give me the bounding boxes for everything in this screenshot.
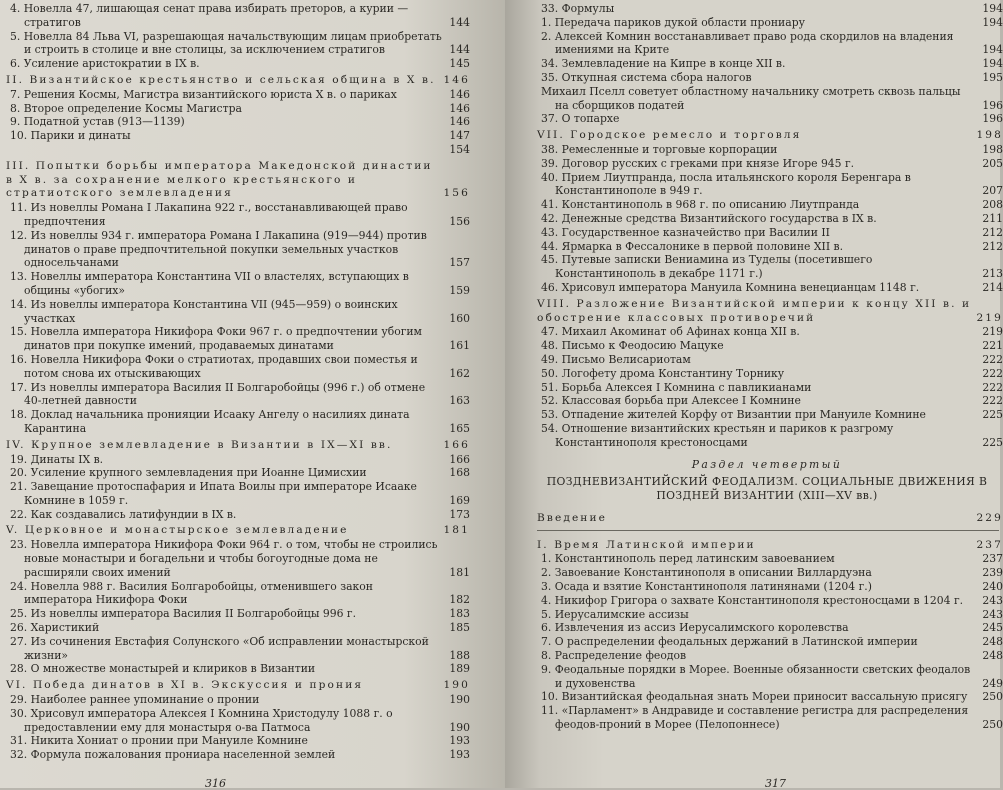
toc-entry-text: Михаил Пселл советует областному начальнику смотреть сквозь пальцы на сборщиков податей — [541, 84, 961, 112]
toc-entry-page: 245 — [982, 621, 1003, 635]
toc-entry-page: 190 — [449, 720, 470, 734]
toc-entry[interactable] — [531, 85, 1003, 113]
toc-entry[interactable] — [531, 16, 1003, 30]
toc-entry[interactable] — [531, 594, 1003, 608]
toc-entry[interactable] — [0, 662, 470, 676]
toc-entry-text: 5. Новелла 84 Льва VI, разрешающая начальствующим лицам приобретать и строить в столице и вне столицы, за исключением стратигов — [10, 29, 442, 57]
toc-entry-text: 4. Новелла 47, лишающая сенат права избирать преторов, а курии — стратигов — [10, 2, 409, 29]
toc-entry-text: 25. Из новеллы императора Василия II Болгаробойцы 996 г. — [10, 607, 356, 621]
toc-entry-text: 52. Классовая борьба при Алексее I Комнине — [541, 394, 801, 408]
toc-entry-text: 1. Константинополь перед латинским завоеванием — [541, 552, 835, 566]
toc-entry-text: 23. Новелла императора Никифора Фоки 964 г. о том, чтобы не строились новые монастыри и богадельни и чтобы богоугодные дома не расширяли своих имений — [10, 538, 438, 579]
toc-entry-page: 219 — [982, 325, 1003, 339]
toc-entry-text: 1. Передача париков дукой области прониару — [541, 15, 805, 29]
toc-entry[interactable] — [531, 253, 1003, 281]
toc-entry-text: 9. Феодальные порядки в Морее. Военные обязанности светских феодалов и духовенства — [541, 662, 971, 690]
toc-section-heading[interactable] — [0, 679, 470, 693]
toc-entry[interactable] — [531, 57, 1003, 71]
toc-entry-text: 35. Откупная система сбора налогов — [541, 70, 752, 84]
toc-entry[interactable] — [531, 2, 1003, 16]
toc-entry-page: 168 — [449, 466, 470, 480]
toc-entry[interactable] — [531, 381, 1003, 395]
toc-block-part-four — [531, 539, 1003, 732]
toc-entry-page: 156 — [449, 214, 470, 228]
toc-section-heading[interactable] — [531, 539, 1003, 553]
toc-entry-text: 15. Новелла императора Никифора Фоки 967 г. о предпочтении убогим динатов при покупке имений, продаваемых динатами — [10, 325, 422, 353]
toc-entry-text: 29. Наиболее раннее упоминание о пронии — [10, 693, 260, 707]
toc-entry[interactable] — [531, 422, 1003, 450]
toc-entry-text: 46. Хрисовул императора Мануила Комнина венецианцам 1148 г. — [541, 280, 920, 294]
toc-entry[interactable] — [0, 748, 470, 762]
toc-entry-page: 221 — [982, 339, 1003, 353]
toc-entry-page: 154 — [449, 142, 470, 156]
toc-entry[interactable] — [0, 508, 470, 522]
toc-entry-page: 219 — [976, 311, 1003, 324]
toc-entry-text: 6. Извлечения из ассиз Иерусалимского королевства — [541, 621, 849, 635]
toc-entry[interactable] — [0, 621, 470, 635]
toc-entry-page: 146 — [449, 87, 470, 101]
toc-entry[interactable] — [0, 298, 470, 326]
toc-entry[interactable] — [0, 102, 470, 116]
toc-entry-text: 37. О топархе — [541, 112, 620, 126]
toc-entry-text: 2. Завоевание Константинополя в описании Виллардуэна — [541, 566, 872, 580]
toc-entry[interactable] — [531, 226, 1003, 240]
toc-entry-text: 2. Алексей Комнин восстанавливает право рода скордилов на владения имениями на Крите — [541, 29, 954, 57]
toc-entry-text: 11. Из новеллы Романа I Лакапина 922 г., восстанавливающей право предпочтения — [10, 201, 408, 228]
toc-entry[interactable] — [0, 466, 470, 480]
toc-section-heading[interactable] — [0, 439, 470, 453]
toc-entry-page: 147 — [449, 129, 470, 143]
toc-entry-page: 239 — [982, 566, 1003, 580]
toc-entry[interactable] — [531, 690, 1003, 704]
toc-entry-text: 18. Доклад начальника пронияции Исааку Ангелу о насилиях дината Карантина — [10, 408, 410, 435]
toc-entry-page: 222 — [982, 352, 1003, 366]
toc-entry-text: 30. Хрисовул императора Алексея I Комнина Христодулу 1088 г. о предоставлении ему для монастыря о-ва Патмоса — [10, 706, 393, 734]
toc-entry-page: 229 — [976, 511, 1003, 524]
toc-entry-text: 10. Парики и динаты — [10, 129, 131, 143]
toc-entry-text: 28. О множестве монастырей и клириков в Византии — [10, 662, 316, 676]
toc-entry[interactable] — [531, 552, 1003, 566]
toc-entry-text: VI. Победа динатов в XI в. Экскуссия и прония — [6, 679, 364, 692]
toc-entry-text: 7. Решения Космы, Магистра византийского юриста X в. о париках — [10, 87, 397, 101]
toc-entry-text: 39. Договор русских с греками при князе Игоре 945 г. — [541, 156, 855, 170]
toc-entry-text: 12. Из новеллы 934 г. императора Романа I Лакапина (919—944) против динатов о праве предпочтительной покупки земельных участков односельчанами — [10, 228, 427, 270]
toc-entry[interactable] — [0, 408, 470, 436]
toc-entry-page: 198 — [976, 129, 1003, 142]
toc-entry[interactable] — [531, 608, 1003, 622]
toc-entry[interactable] — [0, 30, 470, 58]
toc-entry-text: 8. Второе определение Космы Магистра — [10, 101, 242, 115]
toc-entry[interactable] — [531, 566, 1003, 580]
toc-entry-text: II. Византийское крестьянство и сельская община в X в. — [6, 73, 436, 86]
page-number-right: 317 — [765, 777, 786, 790]
toc-entry[interactable] — [0, 129, 470, 143]
toc-entry-page: 194 — [982, 2, 1003, 15]
toc-entry-text: 47. Михаил Акоминат об Афинах конца XII в. — [541, 325, 800, 339]
toc-entry[interactable] — [0, 480, 470, 508]
toc-entry[interactable] — [0, 538, 470, 579]
toc-block-part-three — [531, 2, 1003, 450]
right-page — [505, 0, 1003, 790]
toc-entry-text: 40. Прием Лиутпранда, посла итальянского короля Беренгара в Константинополе в 949 г. — [541, 170, 911, 198]
toc-entry[interactable] — [531, 704, 1003, 732]
toc-entry-page: 196 — [982, 112, 1003, 126]
toc-entry[interactable] — [531, 325, 1003, 339]
toc-entry-page: 248 — [982, 649, 1003, 663]
toc-entry-page: 212 — [982, 225, 1003, 239]
toc-entry[interactable] — [0, 635, 470, 663]
toc-entry-page: 189 — [449, 662, 470, 676]
toc-entry-page: 243 — [982, 593, 1003, 607]
toc-section-heading[interactable] — [531, 129, 1003, 143]
toc-entry-page: 144 — [449, 43, 470, 57]
toc-entry-page: 212 — [982, 239, 1003, 253]
toc-entry-page: 207 — [982, 184, 1003, 198]
toc-entry-page: 193 — [449, 748, 470, 762]
toc-entry-page: 237 — [982, 552, 1003, 566]
toc-entry[interactable] — [0, 143, 470, 157]
toc-entry[interactable] — [531, 143, 1003, 157]
toc-entry-introduction[interactable] — [531, 512, 1003, 526]
toc-entry-page: 190 — [449, 693, 470, 707]
toc-entry-text: 20. Усиление крупного землевладения при Иоанне Цимисхии — [10, 466, 367, 480]
toc-entry[interactable] — [0, 381, 470, 409]
toc-entry-page: 163 — [449, 394, 470, 408]
toc-entry[interactable] — [0, 201, 470, 229]
toc-entry[interactable] — [531, 240, 1003, 254]
toc-entry-page: 169 — [449, 493, 470, 507]
toc-entry[interactable] — [531, 171, 1003, 199]
toc-entry-page: 214 — [982, 280, 1003, 294]
toc-entry-text: 34. Землевладение на Кипре в конце XII в. — [541, 57, 786, 71]
toc-section-heading[interactable] — [531, 298, 1003, 326]
toc-entry-page: 181 — [443, 524, 470, 537]
toc-entry-page: 248 — [982, 635, 1003, 649]
toc-entry-page: 161 — [449, 339, 470, 353]
toc-entry[interactable] — [531, 339, 1003, 353]
toc-entry[interactable] — [0, 57, 470, 71]
toc-entry[interactable] — [531, 635, 1003, 649]
toc-entry-text: 6. Усиление аристократии в IX в. — [10, 57, 200, 71]
toc-section-heading[interactable] — [0, 160, 470, 201]
toc-entry-text: IV. Крупное землевладение в Византии в IX—XI вв. — [6, 438, 393, 451]
right-table-of-contents — [531, 2, 1003, 732]
toc-entry-page: 237 — [976, 538, 1003, 551]
toc-entry-page: 225 — [982, 408, 1003, 422]
toc-entry[interactable] — [0, 270, 470, 298]
page-number-left: 316 — [205, 777, 226, 790]
part-subtitle: ПОЗДНЕВИЗАНТИЙСКИЙ ФЕОДАЛИЗМ. СОЦИАЛЬНЫЕ ДВИЖЕНИЯ В ПОЗДНЕЙ ВИЗАНТИИ (XIII—XV вв.) — [546, 475, 988, 503]
toc-entry[interactable] — [0, 453, 470, 467]
toc-entry-text: V. Церковное и монастырское землевладение — [6, 524, 349, 537]
toc-entry-page: 188 — [449, 648, 470, 662]
toc-entry-text: 10. Византийская феодальная знать Мореи приносит вассальную присягу — [541, 690, 968, 704]
toc-entry-page: 193 — [449, 734, 470, 748]
toc-entry[interactable] — [531, 157, 1003, 171]
toc-entry-page: 250 — [982, 690, 1003, 704]
toc-entry-page: 182 — [449, 593, 470, 607]
toc-entry-page: 222 — [982, 394, 1003, 408]
toc-entry-text: 45. Путевые записки Вениамина из Туделы (посетившего Константинополь в декабре 1171 г.) — [541, 253, 873, 281]
toc-entry-text: 19. Динаты IX в. — [10, 452, 104, 466]
toc-entry-page: 183 — [449, 607, 470, 621]
toc-entry-text: 50. Логофету дрома Константину Торнику — [541, 366, 785, 380]
toc-entry-text: 33. Формулы — [541, 2, 615, 15]
toc-entry[interactable] — [531, 663, 1003, 691]
toc-entry-text: 3. Осада и взятие Константинополя латинянами (1204 г.) — [541, 580, 872, 594]
toc-entry-text: 8. Распределение феодов — [541, 649, 687, 663]
toc-entry-text: 41. Константинополь в 968 г. по описанию Лиутпранда — [541, 198, 860, 212]
toc-entry[interactable] — [531, 353, 1003, 367]
toc-entry[interactable] — [531, 394, 1003, 408]
toc-entry-text: 53. Отпадение жителей Корфу от Византии при Мануиле Комнине — [541, 408, 926, 422]
toc-entry[interactable] — [531, 281, 1003, 295]
toc-entry[interactable] — [531, 198, 1003, 212]
toc-entry[interactable] — [0, 2, 470, 30]
toc-entry-text: 9. Податной устав (913—1139) — [10, 115, 185, 129]
toc-entry-text: 5. Иерусалимские ассизы — [541, 607, 689, 621]
toc-entry-text: Введение — [537, 511, 608, 524]
toc-entry-text: I. Время Латинской империи — [537, 538, 756, 551]
toc-entry-page: 198 — [982, 142, 1003, 156]
toc-entry-text: VIII. Разложение Византийской империи к концу XII в. и обострение классовых противоречий — [537, 297, 972, 324]
toc-entry-page: 185 — [449, 621, 470, 635]
toc-entry-page: 240 — [982, 580, 1003, 594]
toc-entry-text: 27. Из сочинения Евстафия Солунского «Об исправлении монастырской жизни» — [10, 634, 429, 662]
toc-entry-text: 16. Новелла Никифора Фоки о стратиотах, продавших свои поместья и потом снова их отыскивающих — [10, 352, 418, 380]
toc-entry[interactable] — [531, 112, 1003, 126]
toc-entry[interactable] — [0, 580, 470, 608]
toc-entry[interactable] — [531, 408, 1003, 422]
toc-entry-text: 22. Как создавались латифундии в IX в. — [10, 507, 237, 521]
toc-entry-text: 38. Ремесленные и торговые корпорации — [541, 142, 778, 156]
toc-entry-page: 222 — [982, 380, 1003, 394]
toc-entry-page: 146 — [449, 115, 470, 129]
toc-entry-page: 190 — [443, 679, 470, 692]
toc-entry-page: 166 — [443, 438, 470, 451]
toc-entry-page: 166 — [449, 452, 470, 466]
toc-entry-text: 54. Отношение византийских крестьян и париков к разгрому Константинополя крестоносцами — [541, 421, 894, 449]
toc-entry-page: 213 — [982, 267, 1003, 281]
divider — [537, 530, 999, 531]
toc-entry-page: 243 — [982, 607, 1003, 621]
toc-entry-text: 7. О распределении феодальных держаний в Латинской империи — [541, 635, 918, 649]
toc-entry[interactable] — [531, 212, 1003, 226]
toc-entry-text: 4. Никифор Григора о захвате Константинополя крестоносцами в 1204 г. — [541, 593, 964, 607]
toc-entry[interactable] — [0, 707, 470, 735]
toc-entry-text: 51. Борьба Алексея I Комнина с павликианами — [541, 380, 812, 394]
part-title: Раздел четвертый — [691, 457, 843, 471]
toc-entry[interactable] — [531, 367, 1003, 381]
toc-entry-page: 208 — [982, 198, 1003, 212]
toc-entry[interactable] — [0, 353, 470, 381]
toc-entry-page: 173 — [449, 507, 470, 521]
toc-entry-page: 225 — [982, 435, 1003, 449]
toc-entry-text: 26. Харистикий — [10, 621, 100, 635]
toc-entry-page: 195 — [982, 70, 1003, 84]
toc-entry-page: 159 — [449, 283, 470, 297]
toc-entry-page: 144 — [449, 15, 470, 29]
toc-entry-page: 194 — [982, 15, 1003, 29]
toc-entry[interactable] — [0, 88, 470, 102]
toc-entry-page: 250 — [982, 718, 1003, 732]
toc-entry-page: 222 — [982, 366, 1003, 380]
toc-entry-page: 146 — [443, 73, 470, 86]
toc-entry-text: 11. «Парламент» в Андравиде и составление регистра для распределения феодов-проний в Морее (Пелопоннесе) — [541, 704, 969, 732]
toc-entry-page: 205 — [982, 156, 1003, 170]
toc-entry-page: 194 — [982, 57, 1003, 71]
toc-entry-text: 14. Из новеллы императора Константина VII (945—959) о воинских участках — [10, 297, 398, 325]
toc-entry-text: 17. Из новеллы императора Василия II Болгаробойцы (996 г.) об отмене 40-летней давности — [10, 380, 426, 408]
toc-entry-text: III. Попытки борьбы императора Македонской династии в X в. за сохранение мелкого крестьянского и стратиотского землевладения — [6, 159, 433, 200]
toc-entry-page: 145 — [449, 57, 470, 71]
toc-entry-page: 196 — [982, 98, 1003, 112]
toc-entry-page: 156 — [443, 187, 470, 200]
toc-entry-text: VII. Городское ремесло и торговля — [537, 129, 802, 142]
toc-entry-page: 146 — [449, 101, 470, 115]
toc-entry[interactable] — [531, 580, 1003, 594]
toc-entry[interactable] — [0, 607, 470, 621]
toc-entry[interactable] — [0, 229, 470, 270]
left-table-of-contents — [0, 2, 470, 762]
toc-entry[interactable] — [0, 115, 470, 129]
toc-entry-text: 44. Ярмарка в Фессалонике в первой половине XII в. — [541, 239, 844, 253]
toc-entry-text: 48. Письмо к Феодосию Мацуке — [541, 339, 724, 353]
toc-entry-text: 21. Завещание протоспафария и Ипата Воилы при императоре Исааке Комнине в 1059 г. — [10, 480, 417, 507]
toc-entry-page: 157 — [449, 256, 470, 270]
toc-entry[interactable] — [0, 325, 470, 353]
toc-entry[interactable] — [531, 30, 1003, 58]
toc-section-heading[interactable] — [0, 74, 470, 88]
toc-entry-page: 162 — [449, 366, 470, 380]
toc-entry[interactable] — [531, 71, 1003, 85]
toc-entry[interactable] — [531, 649, 1003, 663]
toc-entry-text: 24. Новелла 988 г. Василия Болгаробойцы, отменившего закон императора Никифора Фоки — [10, 579, 373, 607]
toc-entry[interactable] — [531, 621, 1003, 635]
toc-entry-text: 43. Государственное казначейство при Василии II — [541, 225, 830, 239]
toc-entry-page: 165 — [449, 421, 470, 435]
toc-entry-text: 42. Денежные средства Византийского государства в IX в. — [541, 211, 877, 225]
toc-entry-page: 249 — [982, 676, 1003, 690]
toc-entry-page: 181 — [449, 565, 470, 579]
toc-entry-page: 194 — [982, 43, 1003, 57]
toc-entry-text: 32. Формула пожалования прониара населенной землей — [10, 748, 336, 762]
toc-entry[interactable] — [0, 734, 470, 748]
toc-entry-text: 31. Никита Хониат о пронии при Мануиле Комнине — [10, 734, 308, 748]
toc-entry-text: 13. Новеллы императора Константина VII о властелях, вступающих в общины «убогих» — [10, 270, 409, 297]
toc-entry-page: 160 — [449, 311, 470, 325]
toc-entry-page: 211 — [982, 211, 1003, 225]
toc-section-heading[interactable] — [0, 524, 470, 538]
toc-entry-text: 49. Письмо Велисариотам — [541, 352, 691, 366]
toc-entry[interactable] — [0, 693, 470, 707]
